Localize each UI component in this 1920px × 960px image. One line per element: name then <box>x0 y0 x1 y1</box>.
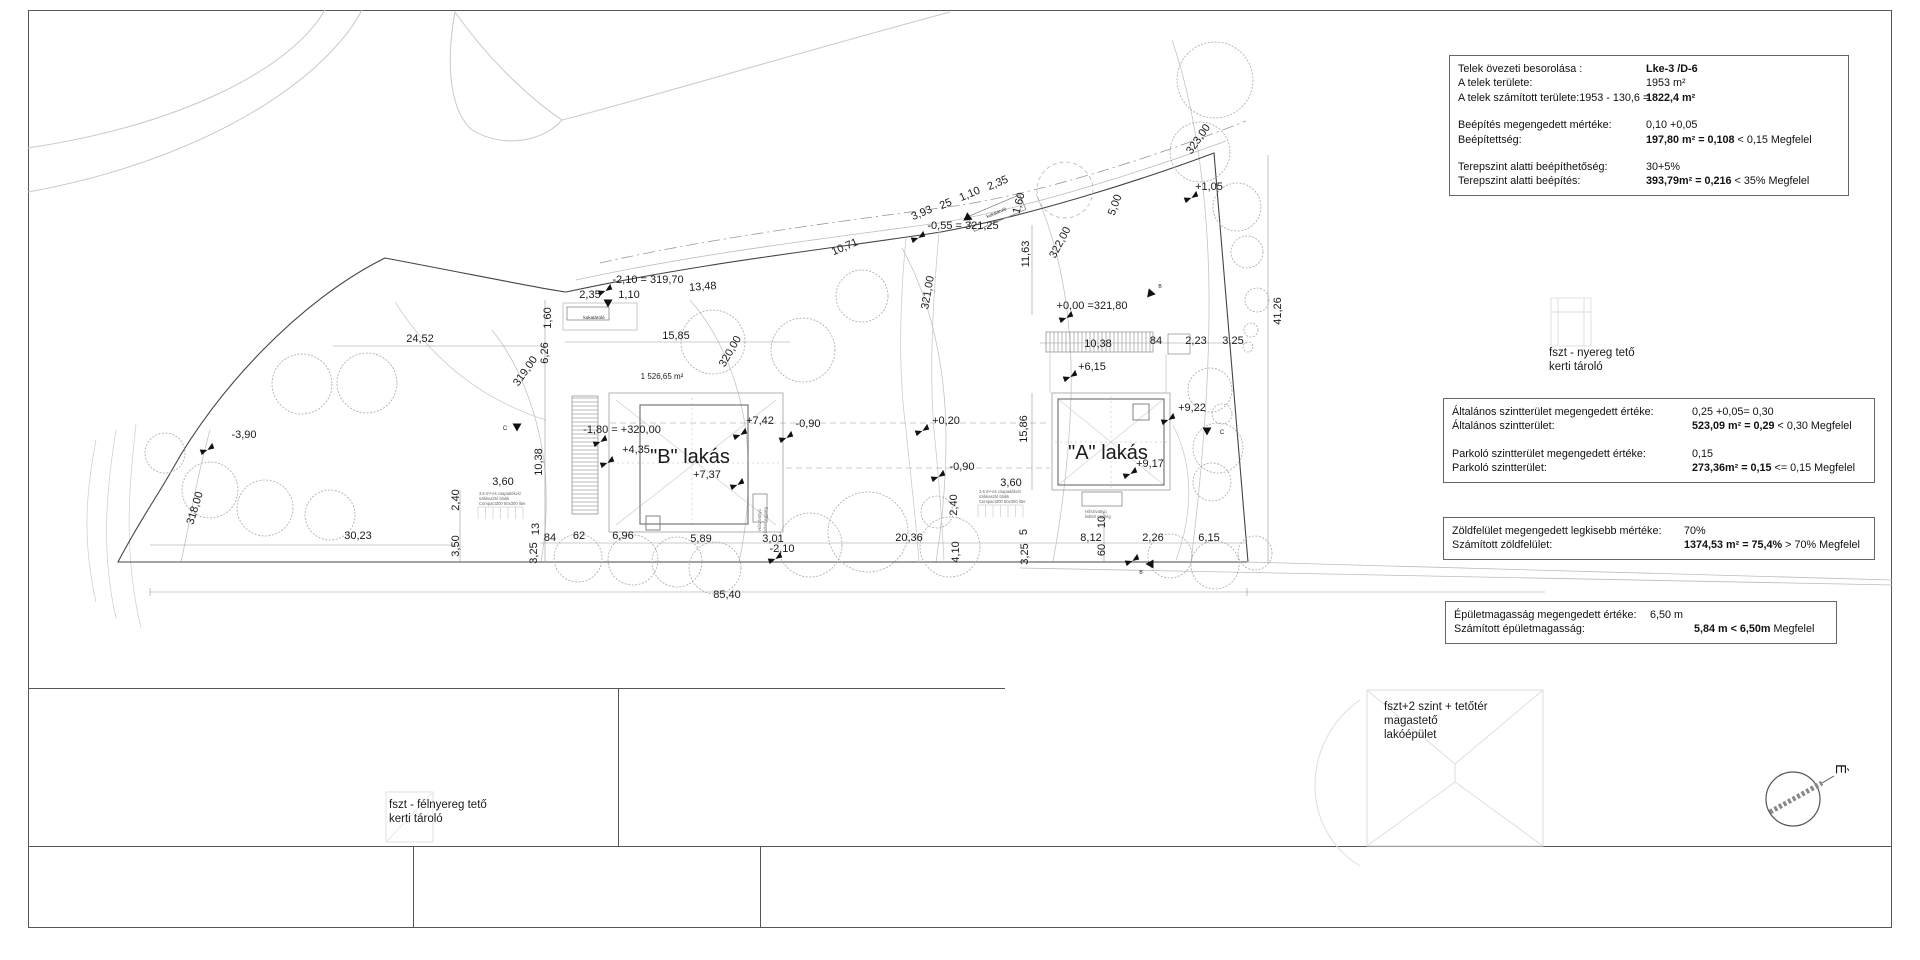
tree <box>1193 423 1243 473</box>
table-row: Beépítés megengedett mértéke: 0,10 +0,05 <box>1458 119 1698 132</box>
tree <box>337 353 397 413</box>
dimension-text: 1,10 <box>957 184 983 204</box>
dimension-text: 3,93 <box>909 203 935 223</box>
dimension-text: 1,60 <box>542 307 554 329</box>
dimension-text: -2,10 <box>769 543 795 555</box>
contour-lines <box>181 40 1209 565</box>
direction-arrow <box>604 300 613 308</box>
dimension-text: 62 <box>572 530 586 542</box>
dimension-text: 1,10 <box>618 289 640 301</box>
note-text: Hőszivattyú <box>757 509 762 531</box>
note-text: Compact300 50x300 liter <box>479 501 526 506</box>
spot-elevation-marker <box>1058 311 1074 323</box>
spot-elevation-marker <box>778 431 794 443</box>
building-b-label: "B" lakás <box>650 446 730 468</box>
table-row: Épületmagasság megengedett értéke: 6,50 m <box>1454 609 1684 621</box>
dimension-text: 10,38 <box>533 448 545 476</box>
tree <box>836 270 888 322</box>
dimension-text: -0,90 <box>795 418 821 430</box>
dimension-text: 85,40 <box>713 589 741 601</box>
table-row: Terepszint alatti beépítés: 393,79m² = 0,216 < 35% Megfelel <box>1458 175 1810 188</box>
dimension-text: 10,71 <box>829 236 860 259</box>
dimension-text: 2,40 <box>450 489 462 511</box>
dimension-text: 3,01 <box>762 533 784 545</box>
north-letter: É <box>1832 763 1849 775</box>
table-row: Terepszint alatti beépíthetőség: 30+5% <box>1458 161 1680 174</box>
dimension-text: 323,00 <box>1183 122 1214 157</box>
dimension-text: 60 <box>1096 543 1108 557</box>
dimension-text: 1,60 <box>1010 191 1028 216</box>
direction-arrow <box>1146 560 1154 569</box>
dimension-text: 10,38 <box>1084 338 1112 350</box>
heat-pump-a <box>1082 492 1122 506</box>
tree <box>608 535 658 585</box>
note-text: 3,6 m³-es csapadékvíz <box>979 489 1022 494</box>
dimension-text: 3,25 <box>1019 543 1031 565</box>
dimension-text: 84 <box>1149 335 1163 347</box>
note-text: szikkasztó blokk <box>979 494 1010 499</box>
dimension-text: 3,60 <box>492 476 514 488</box>
table-row: Beépítettség: 197,80 m² = 0,108 < 0,15 Megfelel <box>1458 133 1812 146</box>
spot-elevation-marker <box>1124 554 1140 566</box>
tree <box>1177 42 1253 118</box>
dimension-text: 11,63 <box>1020 240 1032 268</box>
table-gap <box>1458 147 1840 160</box>
dimension-text: 3,25 <box>1222 335 1244 347</box>
dimension-text: 41,26 <box>1272 297 1284 325</box>
dimension-text: +6,15 <box>1078 361 1106 373</box>
dimension-text: 15,86 <box>1018 415 1030 443</box>
tree <box>145 433 185 473</box>
dimension-text: +7,42 <box>746 415 774 427</box>
note-text: 3,6 m³-es csapadékvíz <box>479 491 522 496</box>
dimension-text: 5,00 <box>1105 192 1125 218</box>
tree <box>1231 236 1263 268</box>
dimension-text: -3,90 <box>231 429 257 441</box>
zoning-table <box>1449 55 1849 196</box>
bin-store-label: kukatároló <box>583 315 605 320</box>
dimension-text: 6,15 <box>1198 532 1220 544</box>
dimension-text: 2,35 <box>985 173 1011 193</box>
dimension-text: +9,22 <box>1178 402 1206 414</box>
note-text: Hőszivattyú <box>1085 509 1107 514</box>
dimension-text: 13 <box>530 522 542 536</box>
dimension-text: -0,55 = 321,25 <box>927 220 999 232</box>
elevation-markers <box>199 191 1199 566</box>
dimension-text: 322,00 <box>1047 224 1074 261</box>
dimension-text: 3,25 <box>528 542 540 564</box>
building-a <box>1046 332 1190 506</box>
section-mark: C <box>502 426 508 432</box>
dimension-text: -1,80 = +320,00 <box>583 424 661 436</box>
tree <box>771 318 835 382</box>
dimension-text: 5 <box>1018 528 1030 536</box>
spot-elevation-marker <box>199 443 215 455</box>
dimension-text: +7,37 <box>693 469 721 481</box>
dimension-text: +0,00 =321,80 <box>1056 300 1128 312</box>
spot-elevation-marker <box>599 456 615 468</box>
note-text: Compact300 50x300 liter <box>979 499 1026 504</box>
dimension-text: 321,00 <box>919 274 937 311</box>
bin-store-label: kukatároló <box>985 206 1008 220</box>
direction-arrow <box>1144 288 1156 300</box>
table-row: Parkoló szintterület: 273,36m² = 0,15 <= 0,15 Megfelel <box>1452 462 1855 475</box>
dimension-text: 6,96 <box>612 530 634 542</box>
table-gap <box>1458 105 1840 118</box>
shed-left-label: fszt - félnyereg tető <box>389 799 487 811</box>
table-row: A telek számított területe:1953 - 130,6 = 1822,4 m² <box>1458 91 1696 104</box>
dimension-text: 84 <box>543 532 557 544</box>
dimension-text: 25 <box>937 196 954 213</box>
dimension-text: 30,23 <box>344 530 372 542</box>
dimension-text: 8,12 <box>1080 532 1102 544</box>
tree <box>1238 536 1272 570</box>
dimension-text: 2,40 <box>948 494 960 516</box>
spot-elevation-marker <box>1160 413 1176 425</box>
dimension-text: 10 <box>1096 515 1108 529</box>
dimension-text: -2,10 = 319,70 <box>612 274 684 286</box>
dimension-text: 6,26 <box>539 342 551 364</box>
dimension-text: 2,35 <box>579 289 601 301</box>
section-mark: C <box>1219 430 1225 436</box>
spot-elevation-marker <box>732 428 748 440</box>
parcel-area-label: 1 526,65 m² <box>640 372 684 381</box>
dimension-text: 3,60 <box>1000 477 1022 489</box>
floor-area-table <box>1443 398 1875 483</box>
table-gap <box>1452 434 1866 447</box>
building-height-table <box>1445 601 1837 644</box>
section-mark: B <box>1139 570 1143 576</box>
tree <box>1245 288 1269 312</box>
dimension-text: +9,17 <box>1136 458 1164 470</box>
shed-left-label: kerti tároló <box>389 813 443 825</box>
table-row: Számított épületmagasság: 5,84 m < 6,50m Megfelel <box>1454 623 1815 636</box>
dimension-text: 13,48 <box>688 280 717 294</box>
tree <box>1244 323 1258 337</box>
dimension-text: 15,85 <box>662 330 690 342</box>
note-text: kültéri egység <box>1085 514 1111 519</box>
table-row: Zöldfelület megengedett legkisebb mértéke: 70% <box>1452 525 1706 537</box>
spot-elevation-marker <box>729 478 745 490</box>
dimension-text: 2,26 <box>1142 532 1164 544</box>
north-compass <box>1766 772 1834 826</box>
road-lines <box>28 10 950 192</box>
shed-right <box>1551 298 1591 346</box>
table-row: Telek övezeti besorolása : Lke-3 /D-6 <box>1458 63 1698 75</box>
tree <box>237 480 293 536</box>
dimension-text: 20,36 <box>895 532 923 544</box>
table-row: Általános szintterület: 523,09 m² = 0,29 < 0,30 Megfelel <box>1452 420 1852 433</box>
spot-elevation-marker <box>914 424 930 436</box>
tree <box>1212 404 1232 424</box>
dimension-text: 5,89 <box>690 533 712 545</box>
dimension-text: 2,23 <box>1185 335 1207 347</box>
tree <box>689 542 741 594</box>
dimension-text: 318,00 <box>184 490 206 526</box>
dimension-text: 24,52 <box>406 333 434 345</box>
shed-right-label: fszt - nyereg tető <box>1549 347 1635 359</box>
tree <box>1037 162 1093 218</box>
dimension-text: +1,05 <box>1195 181 1223 193</box>
main-building-label: magastető <box>1384 715 1438 727</box>
note-text: kültéri egység <box>763 507 768 533</box>
tree <box>272 354 332 414</box>
table-row: Parkoló szintterület megengedett értéke: 0,15 <box>1452 447 1714 460</box>
shed-right-label: kerti tároló <box>1549 361 1603 373</box>
main-building-label: lakóépület <box>1384 729 1437 741</box>
dimension-text: 3,50 <box>450 535 462 557</box>
stairs-hatch-b <box>572 396 598 514</box>
dimension-text: 320,00 <box>716 333 745 370</box>
table-row: Általános szintterület megengedett értéke: 0,25 +0,05= 0,30 <box>1452 406 1774 418</box>
direction-arrow <box>513 424 522 432</box>
spot-elevation-marker <box>1062 370 1078 382</box>
tree <box>1191 541 1239 589</box>
spot-elevation-marker <box>910 231 926 243</box>
dimension-text: -0,90 <box>949 461 975 473</box>
section-mark: B <box>1158 284 1162 290</box>
dimension-text: +4,35 <box>622 444 650 456</box>
main-building-label: fszt+2 szint + tetőtér <box>1384 701 1488 713</box>
tree <box>1243 342 1253 352</box>
slope-lines <box>87 424 141 628</box>
dimension-text: +0,20 <box>932 415 960 427</box>
dimension-text: 4,10 <box>950 541 962 563</box>
green-area-table <box>1443 517 1875 560</box>
driveway-lines <box>395 232 1189 565</box>
road-centerline <box>600 121 1246 263</box>
table-row: Számított zöldfelület: 1374,53 m² = 75,4% > 70% Megfelel <box>1452 539 1860 552</box>
dimension-text: 319,00 <box>510 354 541 389</box>
note-text: szikkasztó blokk <box>479 496 510 501</box>
table-row: A telek területe: 1953 m² <box>1458 77 1686 90</box>
building-a-label: "A" lakás <box>1068 442 1148 464</box>
